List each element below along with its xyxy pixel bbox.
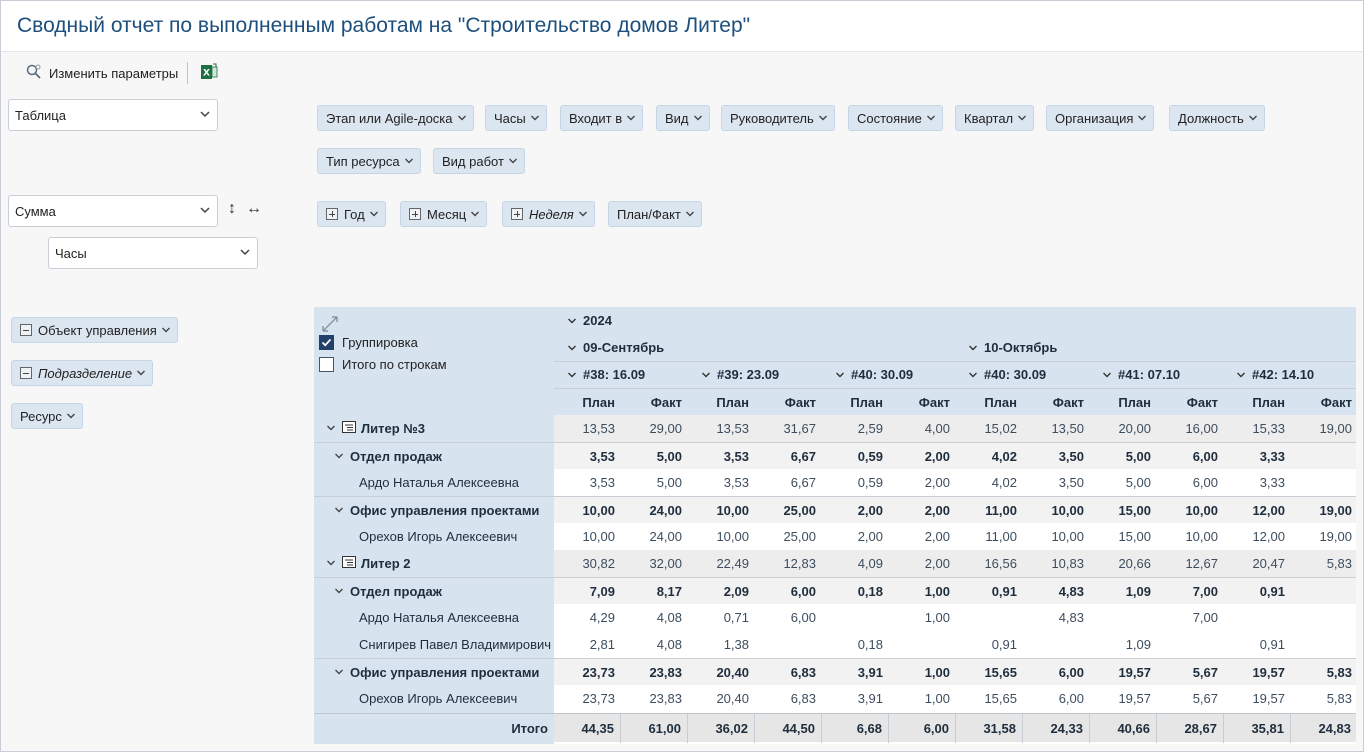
measure-select[interactable] [48,237,258,269]
col-field-year[interactable]: Год [317,201,386,227]
chevron-down-icon [1236,370,1246,380]
value-cell[interactable]: 12,00 [1252,503,1285,518]
value-cell[interactable]: 10,00 [1051,529,1084,544]
value-cell[interactable]: 3,33 [1259,475,1285,490]
department-row [314,577,1356,604]
value-cell[interactable]: 19,00 [1319,529,1352,544]
object-row [314,415,1356,442]
row-label[interactable] [314,415,554,442]
filter-chip-kind[interactable]: Вид [656,105,710,131]
row-totals-label: Итого по строкам [342,357,447,372]
value-cell[interactable]: 16,00 [1185,421,1218,436]
row-label-text: Ардо Наталья Алексеевна [359,475,520,490]
total-cell[interactable]: 24,83 [1291,714,1356,743]
value-cell[interactable]: 15,65 [984,665,1017,680]
value-cell[interactable]: 11,00 [985,503,1017,518]
value-cell[interactable]: 2,00 [924,449,950,464]
page-header [1,1,1363,52]
value-cell[interactable]: 4,29 [589,610,615,625]
row-label[interactable] [314,659,554,686]
week-header-39[interactable]: #39: 23.09 [701,367,779,382]
grouping-label: Группировка [342,335,418,350]
value-cell[interactable] [1023,631,1090,658]
value-cell[interactable]: 6,00 [1192,449,1218,464]
total-cell[interactable]: 44,35 [554,714,621,743]
value-cell[interactable]: 19,57 [1252,691,1285,706]
pivot-table [314,307,1356,744]
row-field-resource[interactable]: Ресурс [11,403,83,429]
filter-chip-quarter[interactable]: Квартал [955,105,1034,131]
value-cell[interactable]: 1,09 [1125,584,1151,599]
total-cell[interactable]: 28,67 [1157,714,1224,743]
week-header-40-oct[interactable]: #40: 30.09 [968,367,1046,382]
total-cell[interactable]: 35,81 [1224,714,1291,743]
department-row [314,658,1356,685]
fact-column-header[interactable]: Факт [1186,395,1218,410]
resource-row [314,469,1356,496]
value-cell[interactable]: 12,83 [783,556,816,571]
checkbox-empty-icon [319,357,334,372]
excel-export-icon [200,63,218,84]
value-cell[interactable]: 16,56 [984,556,1017,571]
total-cell[interactable]: 6,00 [889,714,956,743]
value-cell[interactable]: 0,59 [857,449,883,464]
total-cell[interactable]: 40,66 [1090,714,1157,743]
value-cell[interactable]: 6,83 [790,691,816,706]
value-cell[interactable]: 4,02 [991,449,1017,464]
plan-column-header[interactable]: План [1252,395,1285,410]
week-header-38[interactable]: #38: 16.09 [567,367,645,382]
chevron-down-icon [835,370,845,380]
value-cell[interactable]: 10,83 [1051,556,1084,571]
value-cell[interactable]: 0,71 [723,610,749,625]
row-label [314,604,554,631]
chevron-down-icon [1017,113,1027,123]
value-cell[interactable] [755,631,822,658]
row-label-text: Отдел продаж [350,584,442,599]
chevron-down-icon [470,209,480,219]
chevron-down-icon [508,156,518,166]
month-header-october[interactable]: 10-Октябрь [968,340,1057,355]
value-cell[interactable]: 4,83 [1058,610,1084,625]
toolbar-separator [187,62,188,84]
value-cell[interactable]: 2,00 [924,475,950,490]
chevron-down-icon [1137,113,1147,123]
value-cell[interactable]: 4,08 [656,610,682,625]
value-cell[interactable]: 6,00 [1058,665,1084,680]
value-cell[interactable]: 3,53 [589,449,615,464]
excel-export-button[interactable] [200,63,218,84]
value-cell[interactable]: 2,00 [857,529,883,544]
value-cell[interactable]: 11,00 [985,529,1017,544]
value-cell[interactable]: 2,00 [924,503,950,518]
row-totals-checkbox[interactable] [319,357,447,372]
value-cell[interactable]: 3,53 [589,475,615,490]
value-cell[interactable]: 23,73 [582,691,615,706]
chevron-down-icon [239,246,251,261]
value-cell[interactable]: 5,00 [656,449,682,464]
aggregation-select[interactable] [8,195,218,227]
resource-row [314,685,1356,712]
value-cell[interactable]: 6,67 [790,475,816,490]
value-cell[interactable]: 5,00 [1125,449,1151,464]
col-field-month[interactable]: Месяц [400,201,487,227]
filter-chip-work-type[interactable]: Вид работ [433,148,525,174]
value-cell[interactable]: 6,00 [1058,691,1084,706]
row-field-object[interactable]: Объект управления [11,317,178,343]
measure-value: Часы [55,245,87,261]
plan-column-header[interactable]: План [582,395,615,410]
value-cell[interactable]: 1,38 [723,637,749,652]
value-cell[interactable]: 4,08 [656,637,682,652]
expand-icon [409,208,421,220]
value-cell[interactable]: 2,81 [589,637,615,652]
pivot-corner [314,307,554,415]
chevron-down-icon [626,113,636,123]
value-cell[interactable] [1291,604,1356,631]
management-object-icon [342,421,356,436]
value-cell[interactable]: 15,00 [1118,503,1151,518]
value-cell[interactable]: 3,50 [1058,475,1084,490]
expand-icon [326,208,338,220]
value-cell[interactable]: 5,00 [1125,475,1151,490]
collapse-chevron-icon[interactable] [334,449,344,464]
management-object-icon [342,556,356,571]
collapse-icon [20,324,32,336]
value-cell[interactable]: 6,83 [790,665,816,680]
value-cell[interactable] [889,631,956,658]
value-cell[interactable] [956,604,1023,631]
value-cell[interactable]: 22,49 [716,556,749,571]
value-cell[interactable] [1090,604,1157,631]
value-cell[interactable]: 2,59 [857,421,883,436]
total-cell[interactable]: 6,68 [822,714,889,743]
value-cell[interactable]: 23,73 [582,665,615,680]
row-label-text: Снигирев Павел Владимирович [359,637,552,652]
month-header-september[interactable]: 09-Сентябрь [567,340,664,355]
value-cell[interactable]: 10,00 [1051,503,1084,518]
filter-chip-hours[interactable]: Часы [485,105,547,131]
filter-chip-stage[interactable]: Этап или Agile-доска [317,105,474,131]
chevron-down-icon [1102,370,1112,380]
chevron-down-icon [685,209,695,219]
value-cell[interactable] [1291,443,1356,470]
value-cell[interactable]: 24,00 [649,529,682,544]
value-cell[interactable]: 5,83 [1326,556,1352,571]
chevron-down-icon [578,209,588,219]
value-cell[interactable]: 0,59 [857,475,883,490]
fact-column-header[interactable]: Факт [918,395,950,410]
value-cell[interactable]: 20,00 [1118,421,1151,436]
resource-row [314,523,1356,550]
value-cell[interactable]: 6,67 [790,449,816,464]
value-cell[interactable]: 1,09 [1125,637,1151,652]
chevron-down-icon [369,209,379,219]
row-label-text: Литер №3 [361,421,425,436]
row-label-text: Орехов Игорь Алексеевич [359,691,518,706]
fact-column-header[interactable]: Факт [784,395,816,410]
aggregation-value: Сумма [15,203,56,219]
value-cell[interactable]: 23,83 [649,691,682,706]
value-cell[interactable]: 4,83 [1058,584,1084,599]
fact-column-header[interactable]: Факт [1052,395,1084,410]
value-cell[interactable]: 6,00 [1192,475,1218,490]
value-cell[interactable]: 2,09 [723,584,749,599]
value-cell[interactable]: 5,83 [1326,691,1352,706]
value-cell[interactable]: 0,91 [1259,584,1285,599]
week-header-41[interactable]: #41: 07.10 [1102,367,1180,382]
chevron-down-icon [199,204,211,219]
object-row [314,550,1356,577]
row-label[interactable] [314,443,554,470]
chevron-down-icon [567,316,577,326]
value-cell[interactable]: 7,00 [1192,610,1218,625]
collapse-chevron-icon[interactable] [334,665,344,680]
total-cell[interactable]: 44,50 [755,714,822,743]
plan-column-header[interactable]: План [984,395,1017,410]
filter-chip-state[interactable]: Состояние [848,105,943,131]
chevron-down-icon [404,156,414,166]
year-header[interactable]: 2024 [567,313,612,328]
value-cell[interactable]: 13,53 [716,421,749,436]
row-label [314,685,554,712]
value-cell[interactable]: 5,83 [1326,665,1352,680]
value-cell[interactable]: 15,33 [1252,421,1285,436]
value-cell[interactable]: 25,00 [783,503,816,518]
chevron-down-icon [199,108,211,123]
value-cell[interactable]: 7,00 [1192,584,1218,599]
vertical-swap-icon[interactable]: ↕ [228,200,236,217]
row-label-text: Ардо Наталья Алексеевна [359,610,520,625]
value-cell[interactable]: 24,00 [649,503,682,518]
row-label-text: Офис управления проектами [350,503,540,518]
resource-row [314,631,1356,658]
row-field-department[interactable]: Подразделение [11,360,153,386]
fact-column-header[interactable]: Факт [1320,395,1352,410]
expand-icon [511,208,523,220]
filter-chip-manager[interactable]: Руководитель [721,105,835,131]
expand-diagonal-icon[interactable] [321,315,339,336]
row-label[interactable] [314,497,554,524]
value-cell[interactable]: 3,91 [857,691,883,706]
value-cell[interactable]: 3,91 [857,665,883,680]
value-cell[interactable]: 13,50 [1051,421,1084,436]
collapse-chevron-icon[interactable] [334,584,344,599]
row-label[interactable] [314,578,554,605]
department-row [314,496,1356,523]
plan-column-header[interactable]: План [716,395,749,410]
value-cell[interactable]: 30,82 [582,556,615,571]
change-params-label: Изменить параметры [49,66,179,81]
value-cell[interactable]: 8,17 [656,584,682,599]
value-cell[interactable]: 3,33 [1259,449,1285,464]
value-cell[interactable]: 0,18 [857,637,883,652]
chevron-down-icon [1248,113,1258,123]
value-cell[interactable]: 0,91 [1259,637,1285,652]
collapse-chevron-icon[interactable] [334,503,344,518]
value-cell[interactable]: 20,66 [1118,556,1151,571]
chevron-down-icon [530,113,540,123]
value-cell[interactable]: 20,40 [716,691,749,706]
total-cell[interactable]: 31,58 [956,714,1023,743]
value-cell[interactable]: 19,00 [1319,421,1352,436]
value-cell[interactable]: 2,00 [924,529,950,544]
department-row [314,442,1356,469]
value-cell[interactable] [1291,578,1356,605]
value-cell[interactable]: 10,00 [582,503,615,518]
value-cell[interactable]: 0,91 [991,584,1017,599]
value-cell[interactable] [1291,469,1356,496]
value-cell[interactable]: 10,00 [1185,529,1218,544]
chevron-down-icon [968,370,978,380]
value-cell[interactable]: 20,40 [716,665,749,680]
total-cell[interactable]: 36,02 [688,714,755,743]
filter-chip-position[interactable]: Должность [1169,105,1265,131]
value-cell[interactable]: 32,00 [649,556,682,571]
value-cell[interactable]: 1,00 [924,691,950,706]
value-cell[interactable]: 19,57 [1118,691,1151,706]
plan-column-header[interactable]: План [850,395,883,410]
row-label-text: Литер 2 [361,556,411,571]
value-cell[interactable]: 10,00 [1185,503,1218,518]
row-label [314,523,554,550]
value-cell[interactable]: 0,91 [991,637,1017,652]
week-header-40-sep[interactable]: #40: 30.09 [835,367,913,382]
value-cell[interactable]: 6,00 [790,610,816,625]
value-cell[interactable]: 2,00 [924,556,950,571]
settings-search-icon [25,63,43,84]
value-cell[interactable]: 15,65 [984,691,1017,706]
collapse-chevron-icon[interactable] [326,421,336,436]
value-cell[interactable]: 7,09 [589,584,615,599]
value-cell[interactable] [1224,604,1291,631]
value-cell[interactable]: 10,00 [716,503,749,518]
value-cell[interactable]: 25,00 [783,529,816,544]
value-cell[interactable]: 12,00 [1252,529,1285,544]
filter-chip-part-of[interactable]: Входит в [560,105,643,131]
value-cell[interactable]: 5,00 [656,475,682,490]
chevron-down-icon [66,411,76,421]
value-cell[interactable]: 2,00 [857,503,883,518]
chevron-down-icon [161,325,171,335]
chevron-down-icon [818,113,828,123]
value-cell[interactable] [822,604,889,631]
chevron-down-icon [136,368,146,378]
change-params-button[interactable] [25,63,178,84]
row-label-text: Орехов Игорь Алексеевич [359,529,518,544]
value-cell[interactable]: 1,00 [924,610,950,625]
value-cell[interactable]: 12,67 [1185,556,1218,571]
value-cell[interactable]: 3,53 [723,449,749,464]
value-cell[interactable]: 13,53 [582,421,615,436]
value-cell[interactable]: 3,53 [723,475,749,490]
chevron-down-icon [701,370,711,380]
value-cell[interactable]: 20,47 [1252,556,1285,571]
value-cell[interactable]: 3,50 [1058,449,1084,464]
value-cell[interactable]: 10,00 [716,529,749,544]
value-cell[interactable]: 4,02 [991,475,1017,490]
chevron-down-icon [567,343,577,353]
value-cell[interactable] [1157,631,1224,658]
value-cell[interactable]: 29,00 [649,421,682,436]
row-label-text: Офис управления проектами [350,665,540,680]
total-label: Итого [314,714,554,743]
total-row [314,713,1356,742]
col-field-week[interactable]: Неделя [502,201,595,227]
filter-chip-resource-type[interactable]: Тип ресурса [317,148,421,174]
value-cell[interactable]: 5,67 [1192,665,1218,680]
col-field-plan-fact[interactable]: План/Факт [608,201,702,227]
value-cell[interactable]: 19,57 [1118,665,1151,680]
value-cell[interactable]: 4,00 [924,421,950,436]
filter-chip-organization[interactable]: Организация [1046,105,1154,131]
value-cell[interactable]: 1,00 [924,584,950,599]
svg-text:X: X [203,68,210,79]
chevron-down-icon [567,370,577,380]
value-cell[interactable]: 23,83 [649,665,682,680]
total-cell[interactable]: 61,00 [621,714,688,743]
value-cell[interactable]: 6,00 [790,584,816,599]
value-cell[interactable]: 15,02 [984,421,1017,436]
checkmark-icon [319,335,334,350]
chevron-down-icon [457,113,467,123]
collapse-icon [20,367,32,379]
row-label-text: Отдел продаж [350,449,442,464]
value-cell[interactable]: 0,18 [857,584,883,599]
view-type-value: Таблица [15,107,66,123]
toolbar [1,53,1363,91]
row-label[interactable] [314,550,554,577]
collapse-chevron-icon[interactable] [326,556,336,571]
value-cell[interactable]: 4,09 [857,556,883,571]
fact-column-header[interactable]: Факт [650,395,682,410]
grouping-checkbox[interactable] [319,335,418,350]
week-header-42[interactable]: #42: 14.10 [1236,367,1314,382]
total-cell[interactable]: 24,33 [1023,714,1090,743]
value-cell[interactable]: 15,00 [1118,529,1151,544]
value-cell[interactable]: 19,00 [1319,503,1352,518]
view-type-select[interactable] [8,99,218,131]
row-label [314,469,554,496]
chevron-down-icon [926,113,936,123]
chevron-down-icon [968,343,978,353]
value-cell[interactable] [1291,631,1356,658]
resource-row [314,604,1356,631]
value-cell[interactable]: 31,67 [783,421,816,436]
value-cell[interactable]: 5,67 [1192,691,1218,706]
page-title: Сводный отчет по выполненным работам на "Строительство домов Литер" [17,14,751,37]
plan-column-header[interactable]: План [1118,395,1151,410]
value-cell[interactable]: 1,00 [924,665,950,680]
row-label [314,631,554,658]
value-cell[interactable]: 19,57 [1252,665,1285,680]
horizontal-swap-icon[interactable]: ↔ [246,200,262,217]
value-cell[interactable]: 10,00 [582,529,615,544]
chevron-down-icon [693,113,703,123]
